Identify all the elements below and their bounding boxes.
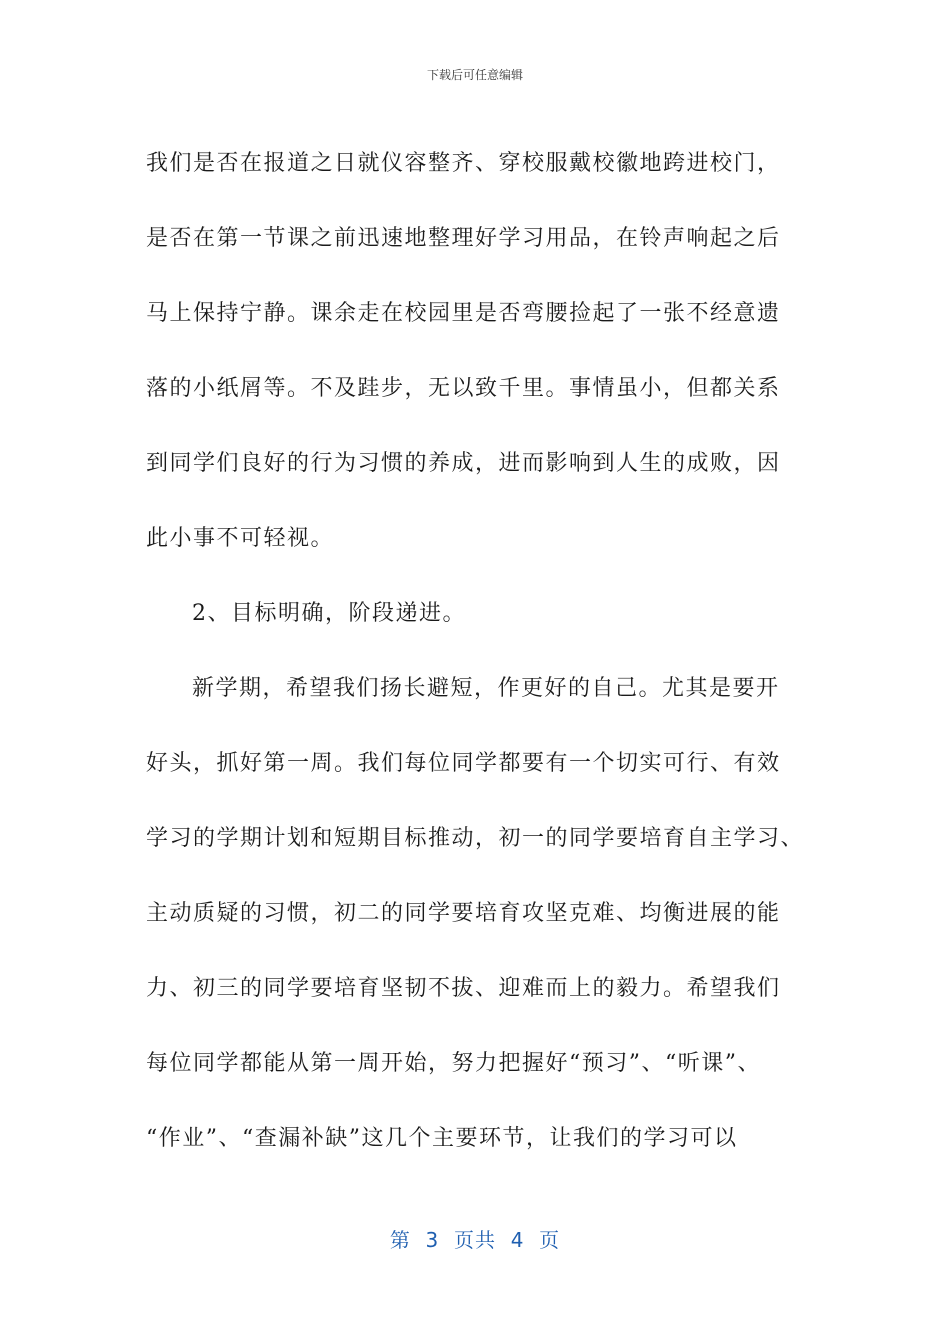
text-line: 好头，抓好第一周。我们每位同学都要有一个切实可行、有效 <box>146 751 781 776</box>
text-line: 马上保持宁静。课余走在校园里是否弯腰捡起了一张不经意遗 <box>146 301 781 326</box>
document-body <box>146 126 810 1176</box>
section-heading: 2、目标明确，阶段递进。 <box>192 601 466 626</box>
text-line: 力、初三的同学要培育坚韧不拔、迎难而上的毅力。希望我们 <box>146 976 781 1001</box>
text-line: 主动质疑的习惯，初二的同学要培育攻坚克难、均衡进展的能 <box>146 901 781 926</box>
text-line: 我们是否在报道之日就仪容整齐、穿校服戴校徽地跨进校门， <box>146 151 781 176</box>
text-line: 到同学们良好的行为习惯的养成，进而影响到人生的成败，因 <box>146 451 781 476</box>
text-line: 此小事不可轻视。 <box>146 526 335 551</box>
page-number-footer: 第 3 页共 4 页 <box>389 1228 561 1252</box>
text-line: 每位同学都能从第一周开始，努力把握好“预习”、“听课”、 <box>146 1051 761 1076</box>
paragraph-start-line: 新学期，希望我们扬长避短，作更好的自己。尤其是要开 <box>192 676 780 701</box>
text-line: 学习的学期计划和短期目标推动，初一的同学要培育自主学习、 <box>146 826 805 851</box>
page-header: 下载后可任意编辑 <box>426 68 523 82</box>
text-line: 落的小纸屑等。不及跬步，无以致千里。事情虽小，但都关系 <box>146 376 781 401</box>
text-line: “作业”、“查漏补缺”这几个主要环节，让我们的学习可以 <box>146 1126 738 1151</box>
text-line: 是否在第一节课之前迅速地整理好学习用品，在铃声响起之后 <box>146 226 781 251</box>
